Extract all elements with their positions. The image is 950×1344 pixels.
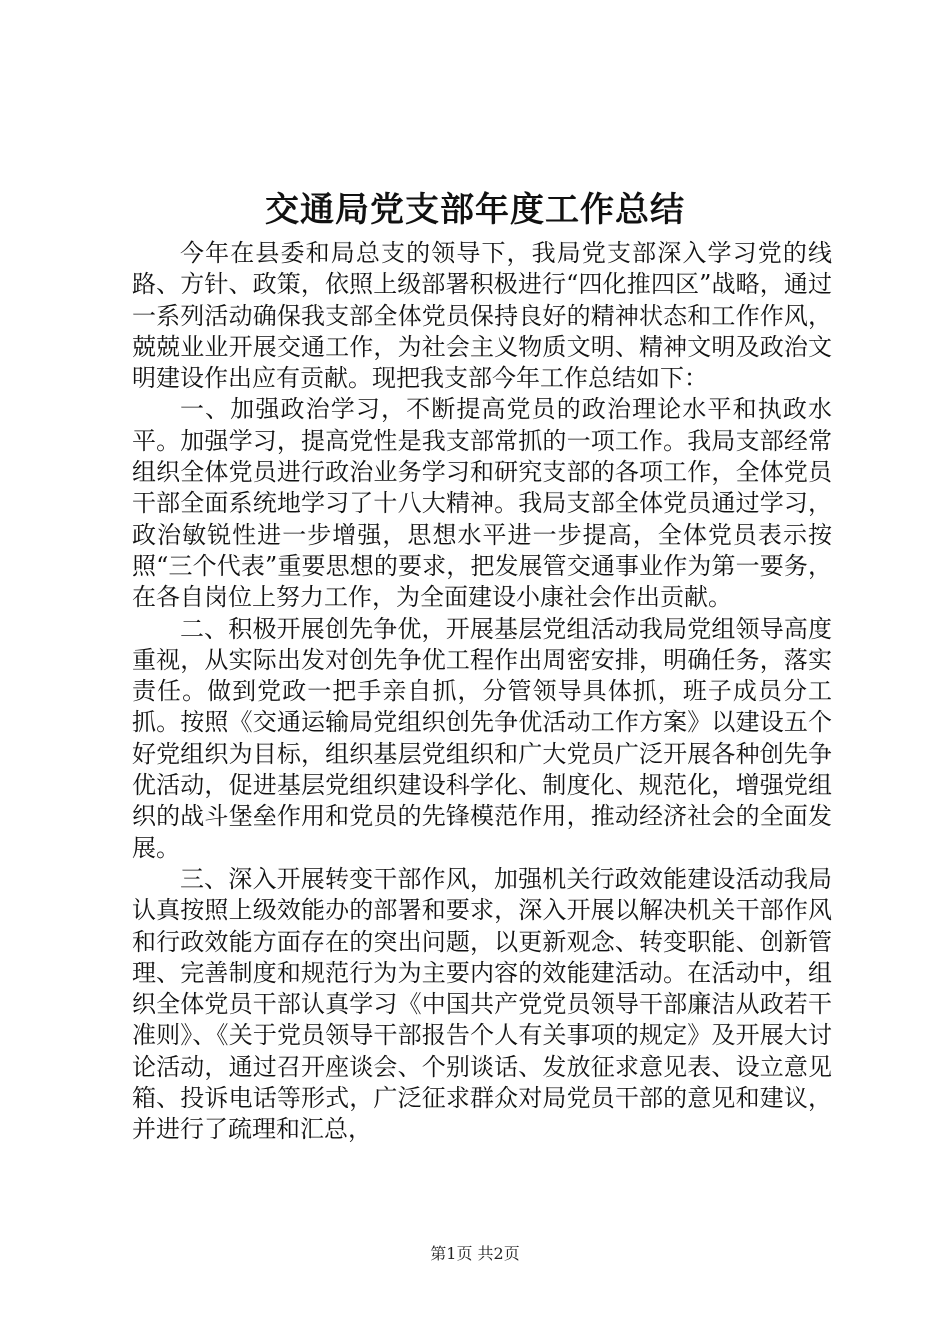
- paragraph-section-1: 一、加强政治学习，不断提高党员的政治理论水平和执政水平。加强学习，提高党性是我支部常抓的一项工作。我局支部经常组织全体党员进行政治业务学习和研究支部的各项工作，全体党员干部全面系统地学习了十八大精神。我局支部全体党员通过学习，政治敏锐性进一步增强，思想水平进一步提高，全体党员表示按照“三个代表”重要思想的要求，把发展管交通事业作为第一要务，在各自岗位上努力工作，为全面建设小康社会作出贡献。: [132, 395, 832, 612]
- document-body: [132, 238, 832, 1146]
- paragraph-intro: 今年在县委和局总支的领导下，我局党支部深入学习党的线路、方针、政策，依照上级部署积极进行“四化推四区”战略，通过一系列活动确保我支部全体党员保持良好的精神状态和工作作风，兢兢业业开展交通工作，为社会主义物质文明、精神文明及政治文明建设作出应有贡献。现把我支部今年工作总结如下：: [132, 239, 832, 393]
- paragraph-section-3: 三、深入开展转变干部作风，加强机关行政效能建设活动我局认真按照上级效能办的部署和要求，深入开展以解决机关干部作风和行政效能方面存在的突出问题，以更新观念、转变职能、创新管理、完善制度和规范行为为主要内容的效能建活动。在活动中，组织全体党员干部认真学习《中国共产党党员领导干部廉洁从政若干准则》、《关于党员领导干部报告个人有关事项的规定》及开展大讨论活动，通过召开座谈会、个别谈话、发放征求意见表、设立意见箱、投诉电话等形式，广泛征求群众对局党员干部的意见和建议，并进行了疏理和汇总，: [132, 864, 832, 1144]
- page-number-footer: 第1页 共2页: [430, 1244, 520, 1263]
- paragraph-section-2: 二、积极开展创先争优，开展基层党组活动我局党组领导高度重视，从实际出发对创先争优工程作出周密安排，明确任务，落实责任。做到党政一把手亲自抓，分管领导具体抓，班子成员分工抓。按照《交通运输局党组织创先争优活动工作方案》以建设五个好党组织为目标，组织基层党组织和广大党员广泛开展各种创先争优活动，促进基层党组织建设科学化、制度化、规范化，增强党组织的战斗堡垒作用和党员的先锋模范作用，推动经济社会的全面发展。: [132, 614, 832, 862]
- document-title: 交通局党支部年度工作总结: [265, 190, 685, 230]
